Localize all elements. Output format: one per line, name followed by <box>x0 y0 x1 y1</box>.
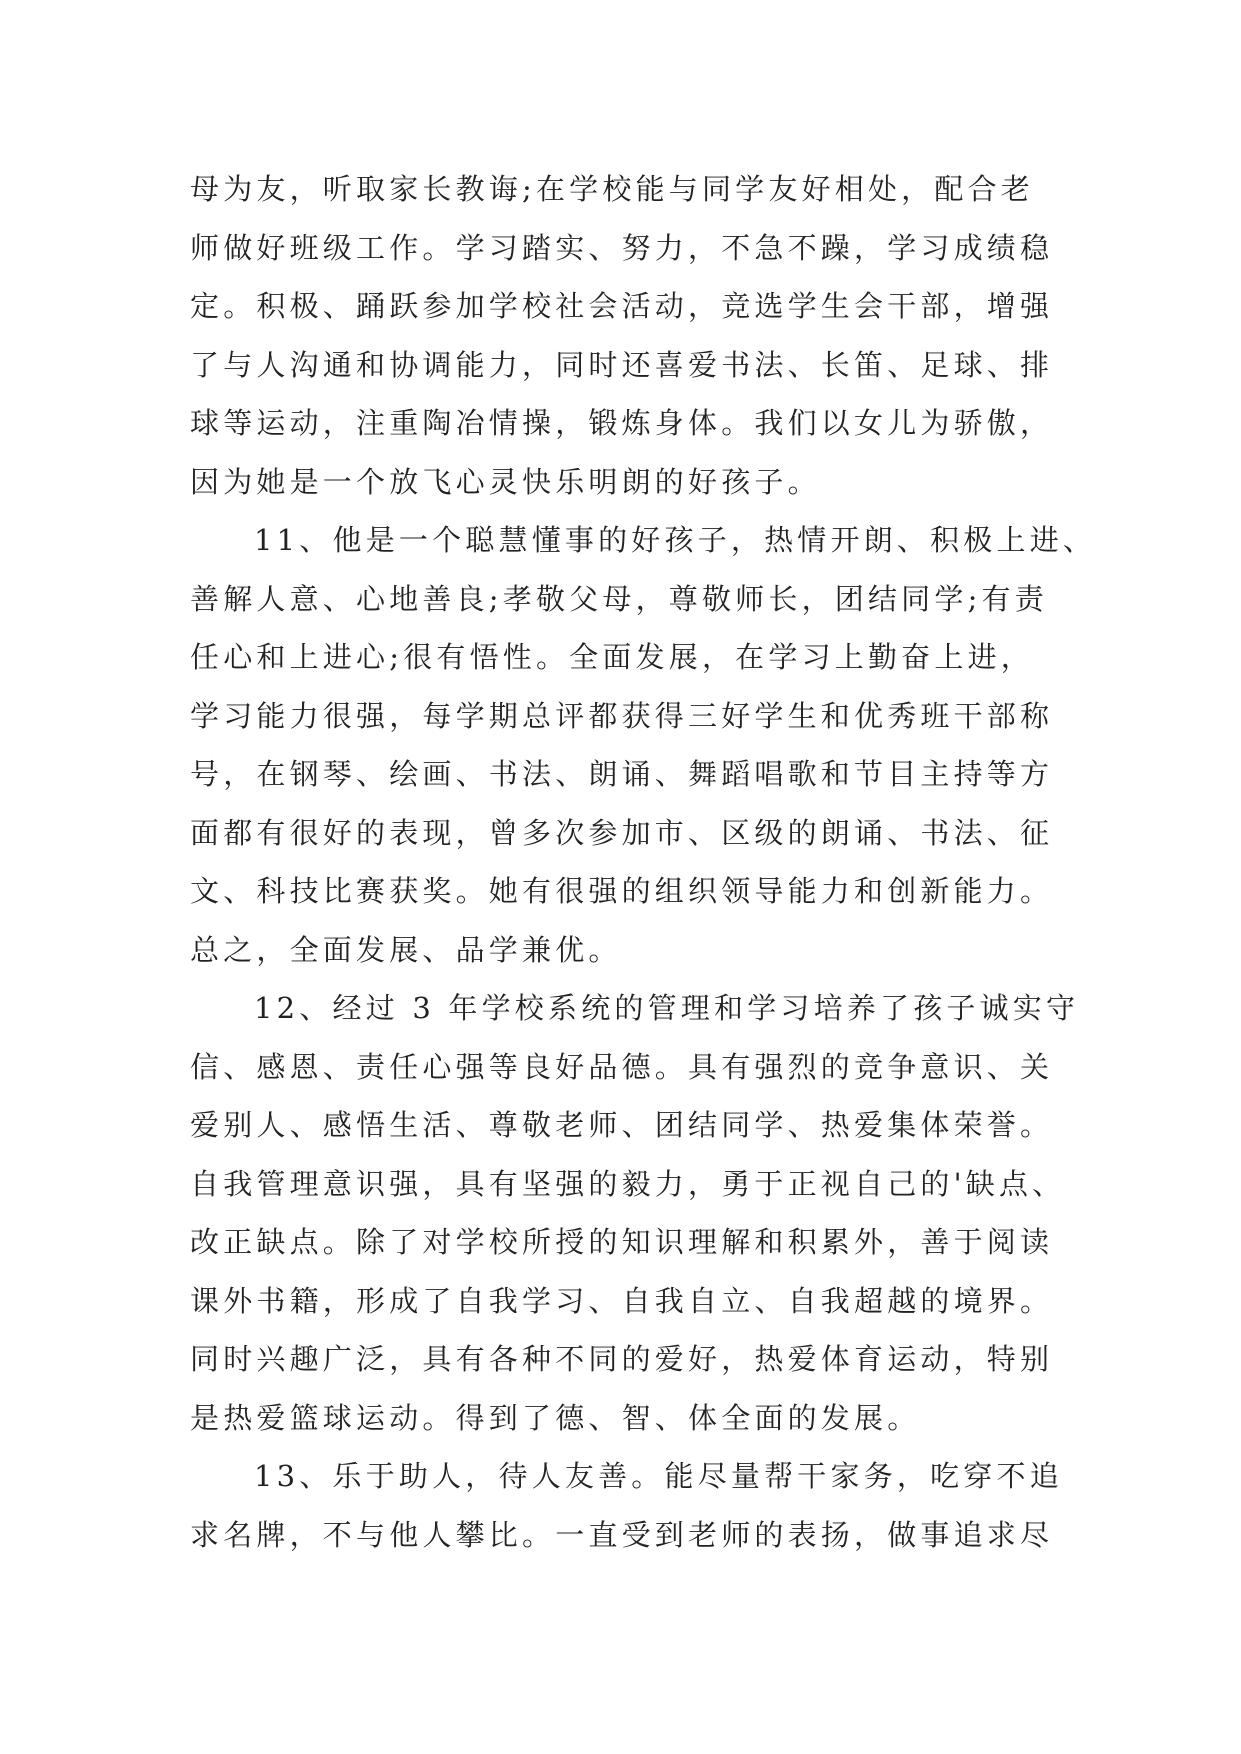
text-line: 母为友，听取家长教诲;在学校能与同学友好相处，配合老 <box>190 172 1034 206</box>
text-line: 文、科技比赛获奖。她有很强的组织领导能力和创新能力。 <box>190 874 1054 908</box>
text-line: 爱别人、感悟生活、尊敬老师、团结同学、热爱集体荣誉。 <box>190 1108 1054 1142</box>
text-line: 学习能力很强，每学期总评都获得三好学生和优秀班干部称 <box>190 698 1054 733</box>
text-line: 了与人沟通和协调能力，同时还喜爱书法、长笛、足球、排 <box>190 347 1054 382</box>
paragraph-11-start: 11、他是一个聪慧懂事的好孩子，热情开朗、积极上进、 <box>254 523 1097 557</box>
paragraph-12-start: 12、经过 3 年学校系统的管理和学习培养了孩子诚实守 <box>254 991 1080 1025</box>
text-line: 是热爱篮球运动。得到了德、智、体全面的发展。 <box>190 1400 921 1435</box>
body-text <box>190 160 1097 1564</box>
text-line: 号，在钢琴、绘画、书法、朗诵、舞蹈唱歌和节目主持等方 <box>190 757 1054 791</box>
text-line: 球等运动，注重陶冶情操，锻炼身体。我们以女儿为骄傲， <box>190 406 1054 440</box>
text-line: 任心和上进心;很有悟性。全面发展，在学习上勤奋上进， <box>190 640 1034 674</box>
text-line: 信、感恩、责任心强等良好品德。具有强烈的竞争意识、关 <box>190 1049 1054 1084</box>
text-line: 自我管理意识强，具有坚强的毅力，勇于正视自己的'缺点、 <box>190 1166 1066 1201</box>
text-line: 面都有很好的表现，曾多次参加市、区级的朗诵、书法、征 <box>190 815 1054 850</box>
text-line: 因为她是一个放飞心灵快乐明朗的好孩子。 <box>190 464 821 499</box>
text-line: 改正缺点。除了对学校所授的知识理解和积累外，善于阅读 <box>190 1225 1054 1259</box>
text-line: 定。积极、踊跃参加学校社会活动，竞选学生会干部，增强 <box>190 289 1054 323</box>
paragraph-13-start: 13、乐于助人，待人友善。能尽量帮干家务，吃穿不追 <box>254 1459 1063 1493</box>
text-line: 总之，全面发展、品学兼优。 <box>190 932 622 967</box>
text-line: 师做好班级工作。学习踏实、努力，不急不躁，学习成绩稳 <box>190 230 1054 265</box>
text-line: 同时兴趣广泛，具有各种不同的爱好，热爱体育运动，特别 <box>190 1342 1054 1376</box>
text-line: 求名牌，不与他人攀比。一直受到老师的表扬，做事追求尽 <box>190 1517 1054 1552</box>
text-line: 善解人意、心地善良;孝敬父母，尊敬师长，团结同学;有责 <box>190 581 1048 616</box>
text-line: 课外书籍，形成了自我学习、自我自立、自我超越的境界。 <box>190 1283 1054 1318</box>
